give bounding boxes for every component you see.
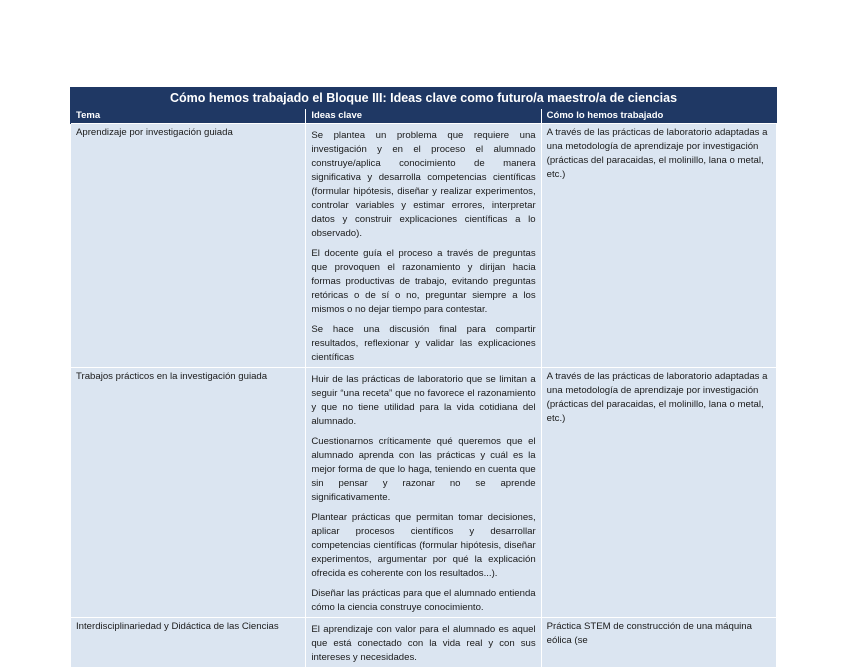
bloque-table <box>70 87 777 668</box>
idea-paragraph: Diseñar las prácticas para que el alumnado entienda cómo la ciencia construye conocimiento. <box>311 588 536 613</box>
como-cell: A través de las prácticas de laboratorio adaptadas a una metodología de aprendizaje por investigación (prácticas del paracaidas, el molinillo, lana o metal, etc.) <box>541 368 776 618</box>
idea-paragraph: Se plantea un problema que requiere una investigación y en el proceso el alumnado construye/aplica conocimiento de manera significativa y desarrolla competencias científicas (formular hipótesis, diseñar y realizar experimentos, controlar variables y estimar errores, interpretar datos y construir explicaciones científicas a lo observado). <box>311 130 536 239</box>
idea-paragraph: Cuestionarnos críticamente qué queremos que el alumnado aprenda con las prácticas y cuál es la mejor forma de que lo haga, teniendo en cuenta que sin pensar y razonar no se aprende significativamente. <box>311 436 536 503</box>
table-title: Cómo hemos trabajado el Bloque III: Ideas clave como futuro/a maestro/a de ciencias <box>71 88 777 109</box>
idea-paragraph: Huir de las prácticas de laboratorio que se limitan a seguir “una receta” que no favorece el razonamiento y que no tiene utilidad para la vida cotidiana del alumnado. <box>311 374 536 427</box>
table-row <box>71 368 777 618</box>
como-cell: A través de las prácticas de laboratorio adaptadas a una metodología de aprendizaje por investigación (prácticas del paracaidas, el molinillo, lana o metal, etc.) <box>541 124 776 368</box>
ideas-cell <box>306 124 541 368</box>
idea-paragraph: El docente guía el proceso a través de preguntas que provoquen el razonamiento y dirijan hacia formas productivas de trabajo, evitando preguntas retóricas o de sí o no, preguntar siempre a los mismos o no dejar tiempo para contestar. <box>311 248 536 315</box>
ideas-cell <box>306 368 541 618</box>
table-row <box>71 618 777 668</box>
table-row <box>71 124 777 368</box>
como-cell: Práctica STEM de construcción de una máquina eólica (se <box>541 618 776 668</box>
idea-paragraph: Plantear prácticas que permitan tomar decisiones, aplicar procesos científicos y desarrollar competencias científicas (formular hipótesis, diseñar experimentos, argumentar por qué la explicación ofrecida es coherente con los resultados...). <box>311 512 536 579</box>
tema-cell: Interdisciplinariedad y Didáctica de las Ciencias <box>71 618 306 668</box>
tema-cell: Aprendizaje por investigación guiada <box>71 124 306 368</box>
tema-cell: Trabajos prácticos en la investigación guiada <box>71 368 306 618</box>
ideas-cell <box>306 618 541 668</box>
header-como: Cómo lo hemos trabajado <box>541 109 776 124</box>
idea-paragraph: Se hace una discusión final para compartir resultados, reflexionar y validar las explicaciones científicas <box>311 324 536 363</box>
idea-paragraph: El aprendizaje con valor para el alumnado es aquel que está conectado con la vida real y con sus intereses y necesidades. <box>311 624 536 663</box>
header-ideas-clave: Ideas clave <box>306 109 541 124</box>
header-tema: Tema <box>71 109 306 124</box>
